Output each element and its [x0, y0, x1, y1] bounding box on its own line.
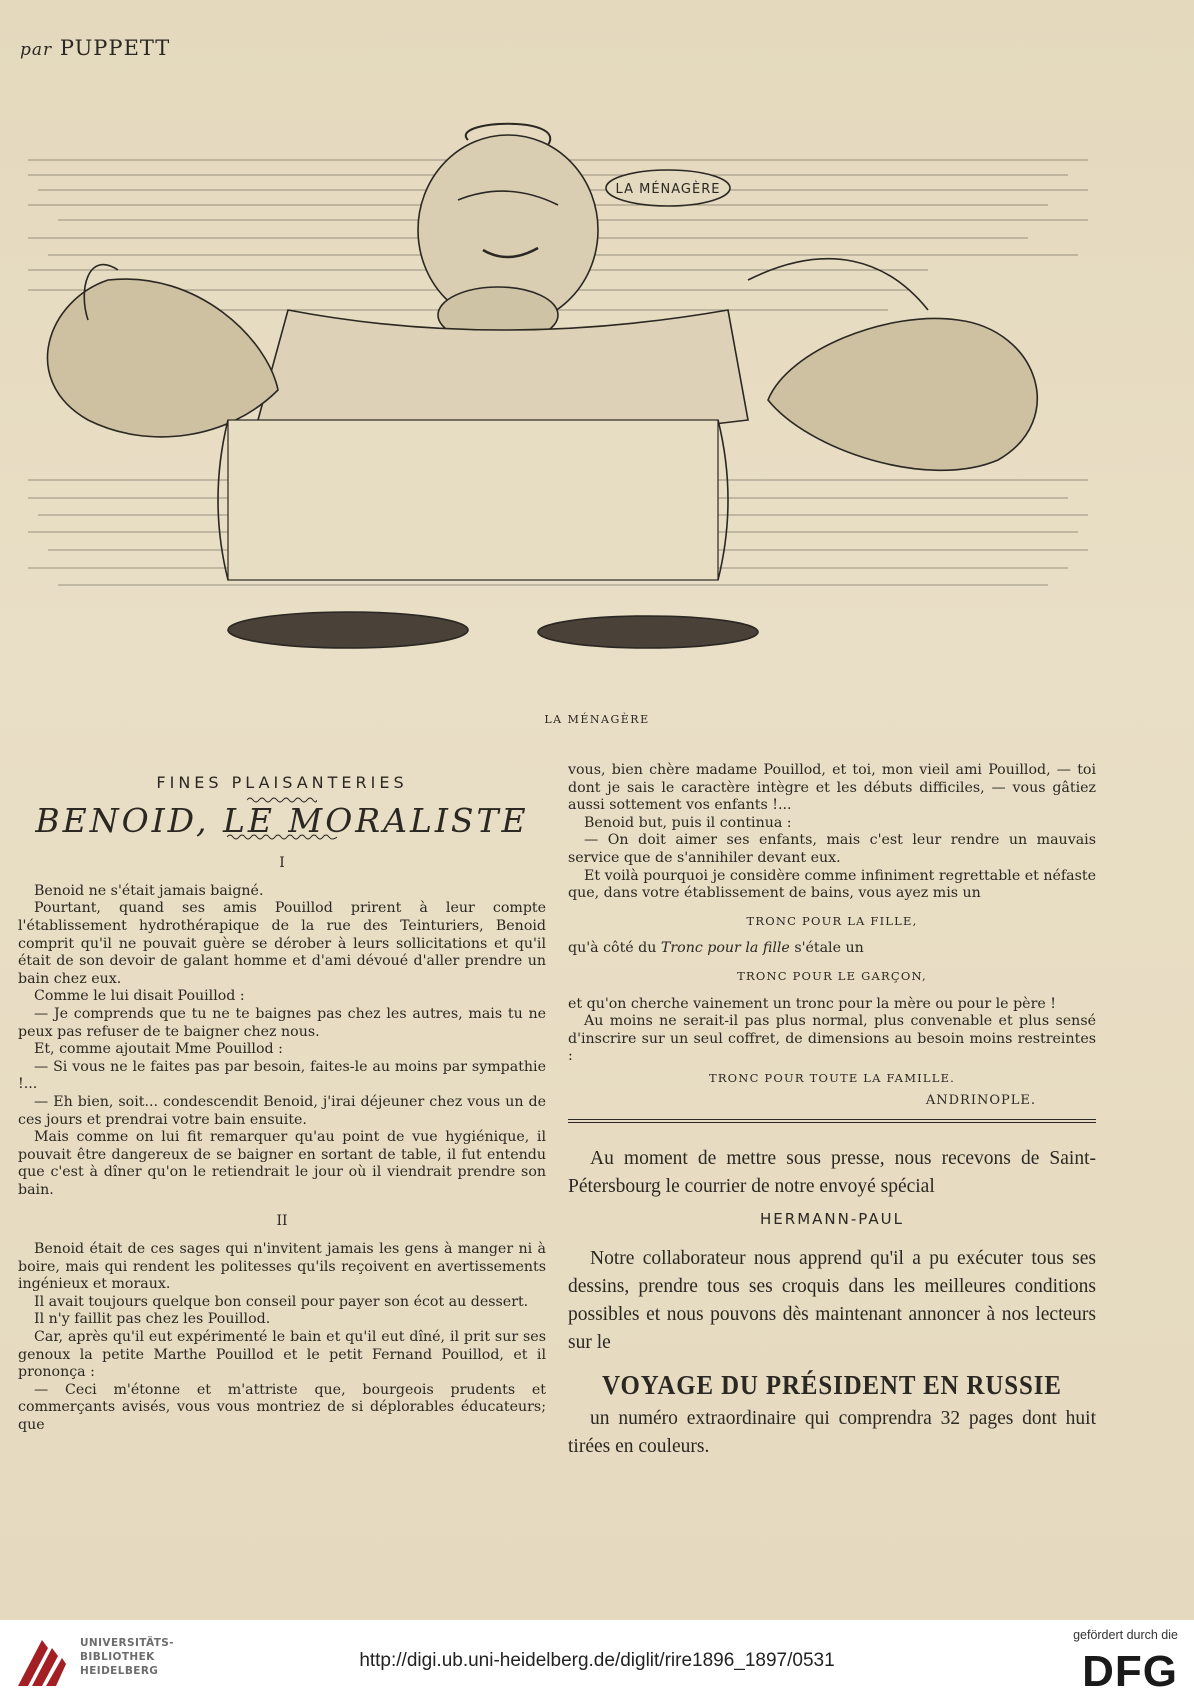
paragraph: Il avait toujours quelque bon conseil pour payer son écot au dessert. [34, 1293, 529, 1310]
italic-phrase: Tronc pour la fille [660, 940, 790, 957]
library-line: UNIVERSITÄTS- [80, 1637, 175, 1649]
paragraph: vous, bien chère madame Pouillod, et toi, mon vieil ami Pouillod, — toi dont je sais le caractère intègre et les débuts difficiles, — vous gâtiez aussi sottement vos enfants !... [568, 762, 1096, 814]
dfg-logo: DFG [1082, 1647, 1178, 1696]
inscription-girl: TRONC POUR LA FILLE, [746, 913, 918, 928]
illustration-caption: LA MÉNAGÈRE [544, 713, 650, 726]
story-title: BENOID, LE MORALISTE [35, 800, 529, 840]
part-number-2: II [276, 1213, 288, 1230]
paragraph: Il n'y faillit pas chez les Pouillod. [34, 1311, 271, 1328]
paragraph: Au moins ne serait-il pas plus normal, plus convenable et plus sensé d'inscrire sur un seul coffret, de dimensions au besoin moins restreintes : [568, 1013, 1096, 1065]
permalink-url[interactable]: http://digi.ub.uni-heidelberg.de/diglit/rire1896_1897/0531 [359, 1650, 835, 1671]
paragraph: Benoid but, puis il continua : [584, 814, 792, 831]
paragraph: — On doit aimer ses enfants, mais c'est leur rendre un mauvais service que de s'annihiler devant eux. [568, 832, 1096, 866]
section-divider [568, 1119, 1096, 1123]
library-line: BIBLIOTHEK [80, 1651, 155, 1663]
part-number-1: I [279, 855, 285, 872]
paragraph [568, 940, 1096, 958]
footer-bar [0, 1620, 1194, 1704]
paragraph: Et voilà pourquoi je considère comme infiniment regrettable et néfaste que, dans votre établissement de bains, vous ayez mis un [568, 867, 1096, 902]
illustration-la-menagere [28, 120, 1088, 700]
announcement-headline: VOYAGE DU PRÉSIDENT EN RUSSIE [602, 1370, 1062, 1401]
announcement-body: Notre collaborateur nous apprend qu'il a pu exécuter tous ses dessins, prendre tous ses croquis dans les meilleures conditions possibles et nous pouvons dès maintenant annoncer à nos lecteurs sur le [568, 1248, 1096, 1354]
announcement [568, 1145, 1096, 1461]
paragraph: Car, après qu'il eut expérimenté le bain et qu'il eut dîné, il prit sur ses genoux la petite Marthe Pouillod et le petit Fernand Pouillod, et il prononça : [18, 1329, 546, 1381]
announcement-intro: Au moment de mettre sous presse, nous recevons de Saint-Pétersbourg le courrier de notre envoyé spécial [568, 1148, 1096, 1198]
inscription-boy: TRONC POUR LE GARÇON, [737, 968, 927, 983]
paragraph: Et, comme ajoutait Mme Pouillod : [34, 1041, 283, 1058]
illustration-label: LA MÉNAGÈRE [615, 182, 721, 197]
paragraph: Pourtant, quand ses amis Pouillod prirent à leur compte l'établissement hydrothérapique de la rue des Teinturiers, Benoid comprit qu'il ne pouvait guère se dérober à leurs sollicitations et qu'il était de son devoir de galant homme et d'ami dévoué d'aller prendre un bain chez eux. [18, 900, 546, 987]
author-signature: ANDRINOPLE. [925, 1092, 1036, 1108]
library-line: HEIDELBERG [80, 1665, 159, 1677]
paragraph: Mais comme on lui fit remarquer qu'au point de vue hygiénique, il pouvait être dangereux de se baigner en sortant de table, il fut entendu que c'est à dîner qu'on le retiendrait le jour où il viendrait prendre son bain. [18, 1129, 546, 1198]
paragraph: Benoid était de ces sages qui n'invitent jamais les gens à manger ni à boire, mais qui rendent les politesses qu'ils reçoivent en avertissements ingénieux et moraux. [18, 1241, 546, 1293]
inscription-family: TRONC POUR TOUTE LA FAMILLE. [708, 1070, 956, 1085]
paragraph: — Ceci m'étonne et m'attriste que, bourgeois prudents et commerçants avisés, vous vous montriez de si déplorables éducateurs; que [18, 1381, 546, 1433]
paragraph: — Je comprends que tu ne te baignes pas chez les autres, mais tu ne peux pas refuser de te baigner chez nous. [18, 1005, 546, 1040]
sponsor-label: gefördert durch die [1073, 1628, 1178, 1642]
paragraph: — Eh bien, soit... condescendit Benoid, j'irai déjeuner chez vous un de ces jours et prendrai votre bain ensuite. [18, 1093, 546, 1128]
artist-name: PUPPETT [59, 36, 171, 60]
announcement-outro: un numéro extraordinaire qui comprendra 32 pages dont huit tirées en couleurs. [568, 1408, 1096, 1458]
paragraph: — Si vous ne le faites pas par besoin, faites-le au moins par sympathie !... [18, 1058, 546, 1093]
line-fragment: qu'à côté du [568, 940, 657, 957]
line-fragment: s'étale un [794, 940, 864, 957]
left-column [18, 768, 546, 1435]
artist-credit-prefix: par [20, 40, 53, 60]
paragraph: Benoid ne s'était jamais baigné. [34, 882, 264, 899]
right-column [568, 762, 1096, 1461]
envoy-name: HERMANN-PAUL [760, 1210, 904, 1229]
paragraph: et qu'on cherche vainement un tronc pour la mère ou pour le père ! [568, 995, 1056, 1012]
paragraph: Comme le lui disait Pouillod : [34, 988, 245, 1005]
artist-credit [20, 36, 170, 60]
section-kicker: FINES PLAISANTERIES [156, 773, 408, 792]
